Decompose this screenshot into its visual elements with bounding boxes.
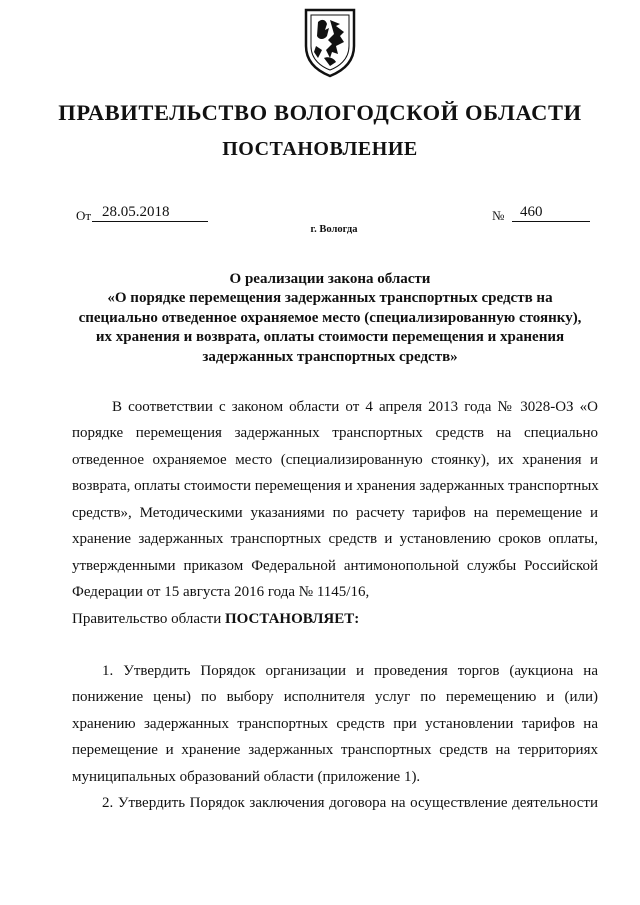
preamble-line: Федерации от 15 августа 2016 года № 1145/16,: [72, 584, 370, 600]
number-label: №: [492, 208, 505, 223]
city-label: г. Вологда: [310, 224, 358, 235]
preamble-line: утвержденными приказом Федеральной антимонопольной службы Российской: [72, 557, 598, 574]
decree-word: ПОСТАНОВЛЯЕТ:: [224, 610, 360, 627]
vologda-coat-of-arms-icon: [300, 6, 360, 78]
item-1-line: перемещение и хранение задержанных транспортных средств на территориях: [72, 742, 598, 758]
decree-prefix: Правительство области: [72, 610, 225, 627]
subject-line: О реализации закона области: [229, 271, 431, 287]
government-title: ПРАВИТЕЛЬСТВО ВОЛОГОДСКОЙ ОБЛАСТИ: [58, 100, 582, 125]
document-type: ПОСТАНОВЛЕНИЕ: [222, 138, 418, 160]
item-2-line: 2. Утвердить Порядок заключения договора на осуществление деятельности: [102, 795, 598, 811]
document-subject: [70, 270, 590, 367]
item-1-line: муниципальных образований области (приложение 1).: [72, 768, 421, 785]
preamble-line: В соответствии с законом области от 4 апреля 2013 года № 3028-ОЗ «О: [112, 399, 598, 415]
preamble-line: хранение задержанных транспортных средств и установлению сроков оплаты,: [72, 531, 598, 547]
item-1-line: понижение цены) по выбору исполнителя услуг по перемещению и (или): [72, 689, 598, 705]
preamble-line: порядке перемещения задержанных транспортных средств на специально: [72, 425, 598, 441]
date-label: От: [76, 208, 92, 223]
document-number: 460: [512, 204, 590, 222]
item-1-line: хранению задержанных транспортных средств при установлении тарифов на: [72, 715, 598, 732]
preamble-line: отведенное охраняемое место (специализированную стоянку), их хранения и: [72, 451, 598, 468]
item-1-line: 1. Утвердить Порядок организации и проведения торгов (аукциона на: [102, 663, 598, 679]
subject-line: «О порядке перемещения задержанных транспортных средств на: [107, 290, 553, 307]
document-date: 28.05.2018: [92, 204, 208, 222]
subject-line: специально отведенное охраняемое место (специализированную стоянку),: [78, 309, 582, 326]
subject-line: их хранения и возврата, оплаты стоимости перемещения и хранения: [95, 329, 565, 346]
preamble-line: возврата, оплаты стоимости перемещения и хранения задержанных транспортных: [72, 478, 599, 494]
subject-line: задержанных транспортных средств»: [202, 348, 458, 365]
decree-line: [72, 609, 598, 629]
preamble-line: средств», Методическими указаниями по расчету тарифов на перемещение и: [72, 504, 598, 521]
